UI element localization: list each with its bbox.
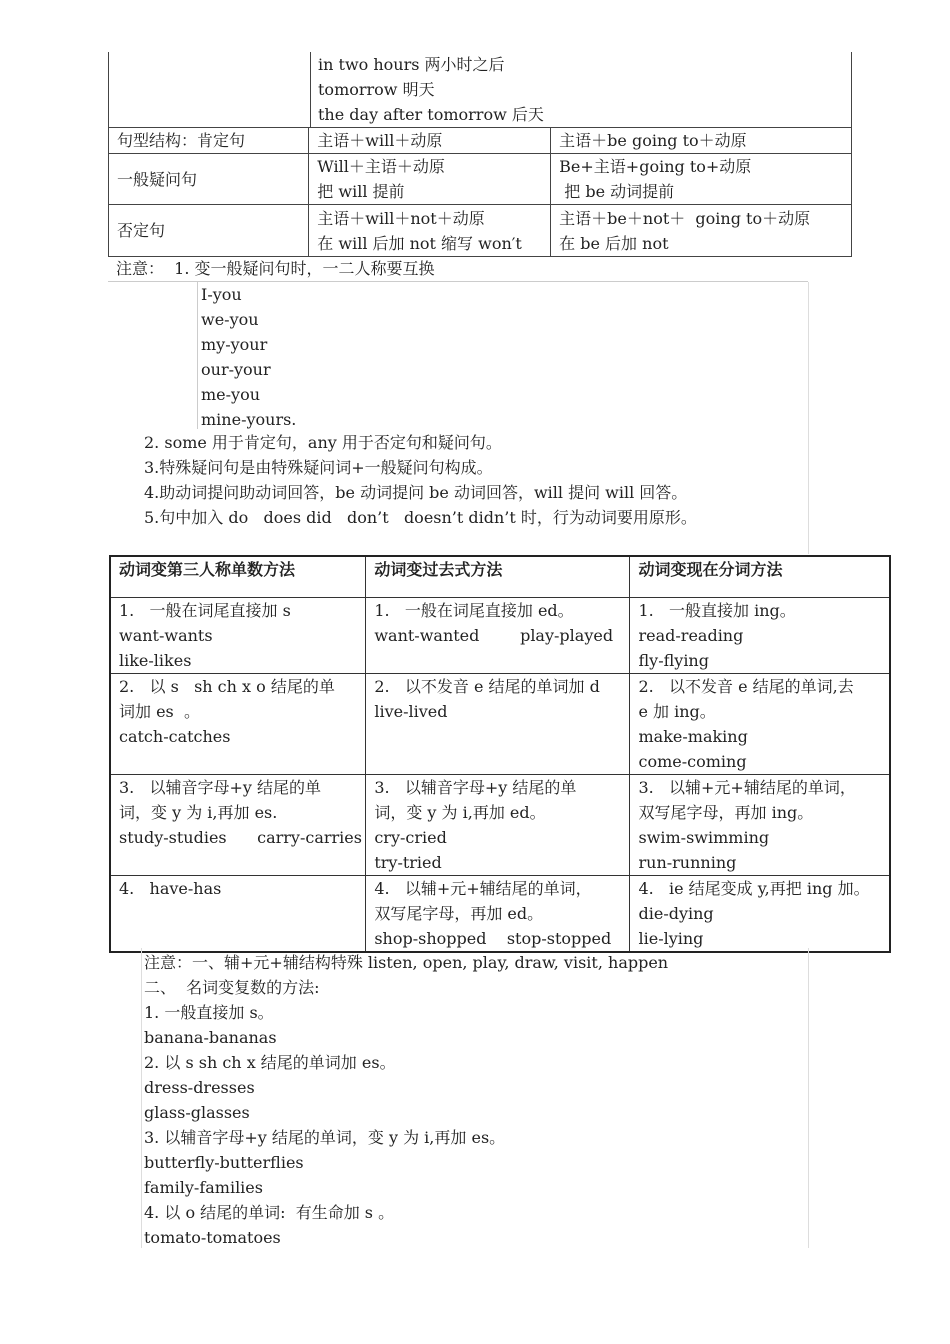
time-word: the day after tomorrow 后天 [318,105,544,124]
list-item: butterfly-butterflies [144,1153,304,1172]
table-cell: 2. 以不发音 e 结尾的单词,去 e 加 ing。 make-making come-coming [630,674,890,775]
column-header: 动词变过去式方法 [366,556,630,598]
table-row [110,598,890,674]
list-item: 4. 以 o 结尾的单词: 有生命加 s 。 [144,1203,395,1222]
row-label: 一般疑问句 [109,154,309,205]
list-item: mine-yours. [201,410,297,429]
note2-left-rule [141,948,142,1248]
list-item: 2. some 用于肯定句，any 用于否定句和疑问句。 [144,433,502,452]
table-cell: 4. 以辅+元+辅结尾的单词， 双写尾字母，再加 ed。 shop-shopped stop-stopped [366,876,630,953]
column-header: 动词变现在分词方法 [630,556,890,598]
verb-forms-table [109,555,891,953]
list-item: 注意：一、辅+元+辅结构特殊 listen, open, play, draw, visit, happen [144,953,669,972]
time-word: tomorrow 明天 [318,80,435,99]
table-row [110,674,890,775]
list-item: 二、 名词变复数的方法: [144,978,320,997]
tense-structure-table [108,127,852,257]
list-item: we-you [201,310,259,329]
will-structure: Will＋主语＋动原 把 will 提前 [309,154,551,205]
table-cell: 4. have-has [110,876,366,953]
table-cell: 1. 一般直接加 ing。 read-reading fly-flying [630,598,890,674]
table-row [110,876,890,953]
table-cell: 2. 以 s sh ch x o 结尾的单 词加 es 。 catch-catches [110,674,366,775]
time-word: in two hours 两小时之后 [318,55,505,74]
list-item: our-your [201,360,271,379]
table-cell: 4. ie 结尾变成 y,再把 ing 加。 die-dying lie-lying [630,876,890,953]
going-structure: Be+主语+going to+动原 把 be 动词提前 [551,154,852,205]
list-item: I-you [201,285,242,304]
list-item: me-you [201,385,261,404]
table-row [109,128,852,154]
list-item: 1. 一般直接加 s。 [144,1003,274,1022]
list-item: banana-bananas [144,1028,277,1047]
list-item: my-your [201,335,268,354]
list-item: 3. 以辅音字母+y 结尾的单词，变 y 为 i,再加 es。 [144,1128,506,1147]
table-cell: 3. 以辅+元+辅结尾的单词， 双写尾字母，再加 ing。 swim-swimming run-running [630,775,890,876]
note-heading: 注意： 1. 变一般疑问句时，一二人称要互换 [116,259,435,278]
pairs-left-rule [197,282,198,429]
going-structure: 主语＋be going to＋动原 [551,128,852,154]
page-right-rule [808,282,809,554]
table-cell: 1. 一般在词尾直接加 s want-wants like-likes [110,598,366,674]
list-item: dress-dresses [144,1078,255,1097]
will-structure: 主语＋will＋动原 [309,128,551,154]
row-label: 句型结构：肯定句 [109,128,309,154]
list-item: tomato-tomatoes [144,1228,281,1247]
table-cell: 1. 一般在词尾直接加 ed。 want-wanted play-played [366,598,630,674]
list-item: glass-glasses [144,1103,250,1122]
list-item: 2. 以 s sh ch x 结尾的单词加 es。 [144,1053,396,1072]
top-left-empty-cell [108,52,311,127]
going-structure: 主语＋be＋not＋ going to＋动原 在 be 后加 not [551,205,852,257]
table-row [109,205,852,257]
column-header: 动词变第三人称单数方法 [110,556,366,598]
note2-right-rule [808,948,809,1248]
list-item: 3.特殊疑问句是由特殊疑问词+一般疑问句构成。 [144,458,493,477]
top-right-edge [851,52,852,127]
table-row [109,154,852,205]
list-item: 4.助动词提问助动词回答，be 动词提问 be 动词回答，will 提问 will 回答。 [144,483,688,502]
list-item: 5.句中加入 do does did don’t doesn’t didn’t 时，行为动词要用原形。 [144,508,697,527]
table-cell: 2. 以不发音 e 结尾的单词加 d live-lived [366,674,630,775]
table-header-row [110,556,890,598]
table-cell: 3. 以辅音字母+y 结尾的单 词，变 y 为 i,再加 ed。 cry-cried try-tried [366,775,630,876]
table-cell: 3. 以辅音字母+y 结尾的单 词，变 y 为 i,再加 es. study-studies carry-carries [110,775,366,876]
will-structure: 主语＋will＋not＋动原 在 will 后加 not 缩写 won′t [309,205,551,257]
table-row [110,775,890,876]
list-item: family-families [144,1178,263,1197]
row-label: 否定句 [109,205,309,257]
